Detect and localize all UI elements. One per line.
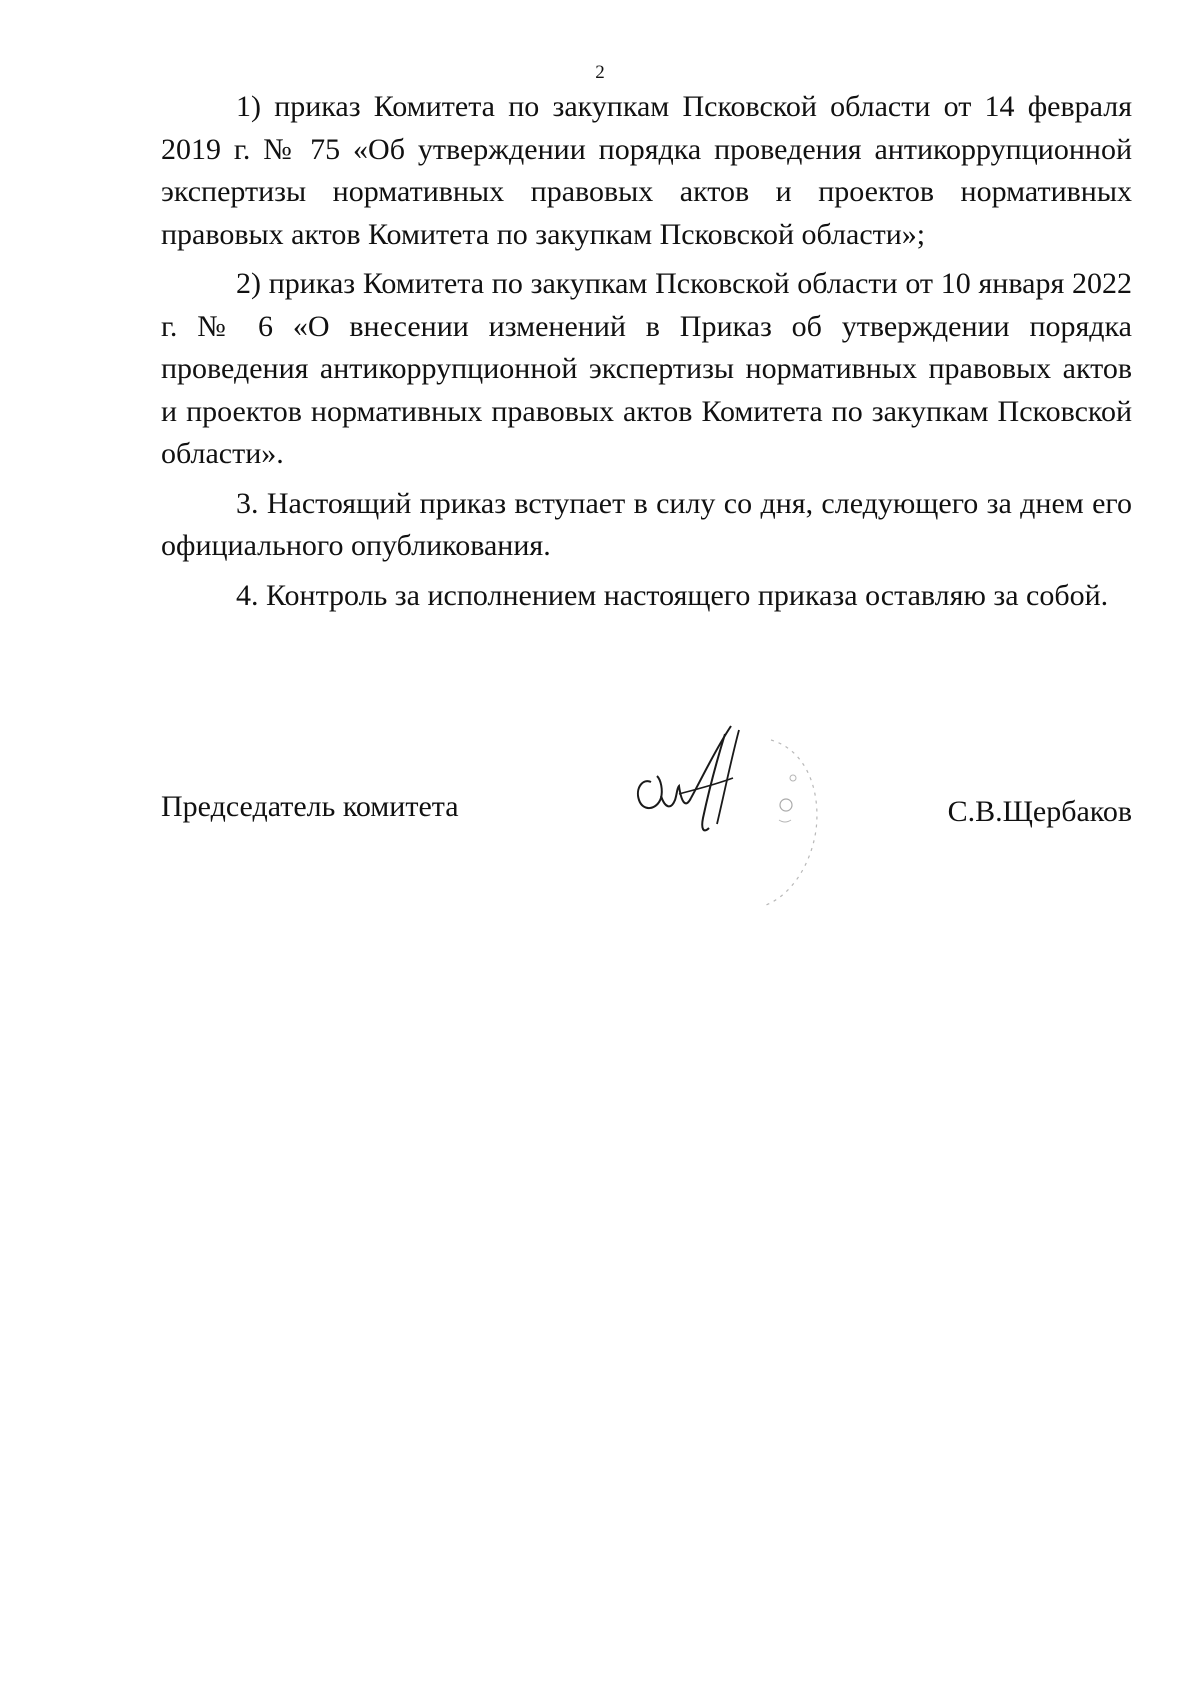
paragraph-clause-4: 4. Контроль за исполнением настоящего приказа оставляю за собой. [236, 578, 1109, 612]
paragraph-item-1: 1) приказ Комитета по закупкам Псковской области от 14 февраля 2019 г. № 75 «Об утверждении порядка проведения антикоррупционной экспертизы нормативных правовых актов и проектов нормативных правовых актов Комитета по закупкам Псковской области»; [161, 90, 1132, 251]
handwritten-signature [621, 720, 871, 920]
document-body [161, 86, 1132, 624]
paragraph-clause-3: 3. Настоящий приказ вступает в силу со дня, следующего за днем его официального опубликования. [161, 486, 1132, 562]
signer-position: Председатель комитета [161, 790, 459, 823]
signer-name: С.В.Щербаков [947, 795, 1132, 828]
page-number: 2 [595, 62, 605, 83]
paragraph-item-2: 2) приказ Комитета по закупкам Псковской области от 10 января 2022 г. № 6 «О внесении изменений в Приказ об утверждении порядка проведения антикоррупционной экспертизы нормативных правовых актов и проектов нормативных правовых актов Комитета по закупкам Псковской области». [161, 267, 1132, 470]
signature-block [161, 720, 1132, 920]
